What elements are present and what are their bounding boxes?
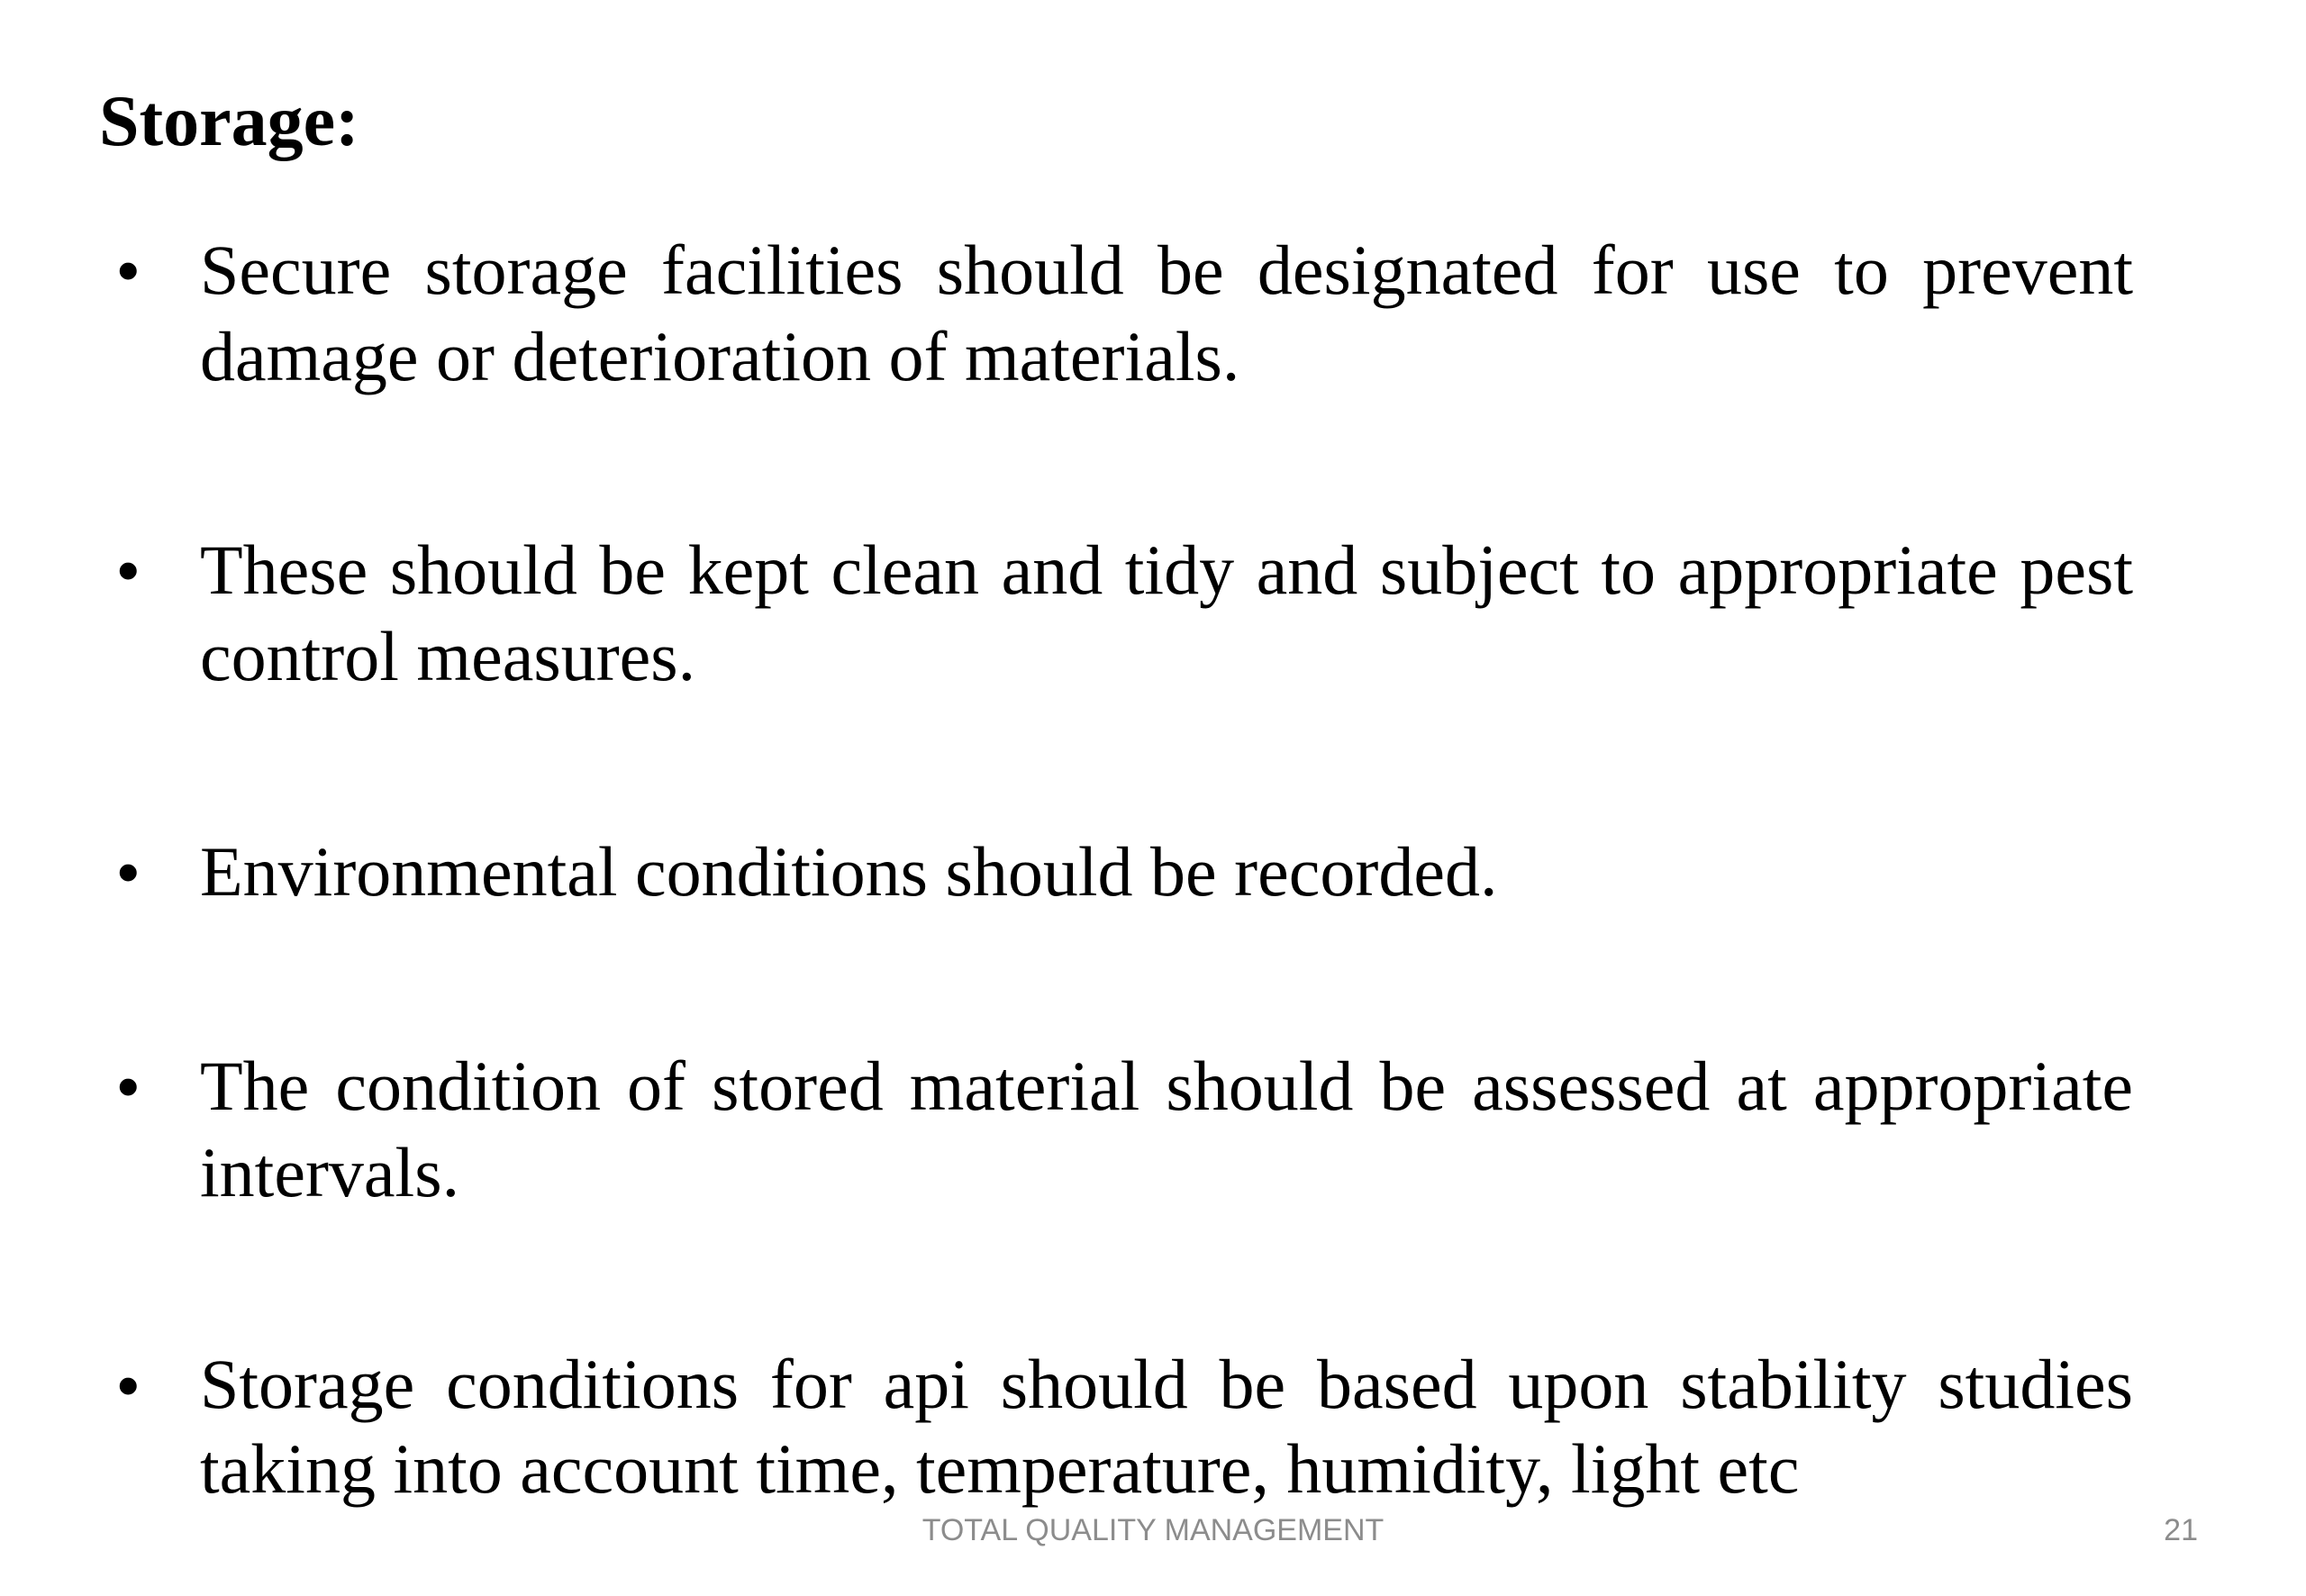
bullet-icon: • (117, 837, 140, 907)
slide-title: Storage: (99, 82, 359, 161)
page-number: 21 (2164, 1513, 2198, 1547)
bullet-text: Secure storage facilities should be designated for use to prevent damage or deterioration of materials. (200, 231, 2133, 395)
bullet-icon: • (117, 235, 140, 305)
bullet-icon: • (117, 1051, 140, 1121)
bullet-text: Environmental conditions should be recorded. (200, 832, 1498, 911)
slide-footer: TOTAL QUALITY MANAGEMENT (921, 1513, 1385, 1547)
bullet-text: These should be kept clean and tidy and subject to appropriate pest control measures. (200, 530, 2133, 695)
bullet-text: The condition of stored material should be assessed at appropriate intervals. (200, 1047, 2133, 1211)
bullet-icon: • (117, 535, 140, 605)
bullet-icon: • (117, 1350, 140, 1420)
bullet-text: Storage conditions for api should be based upon stability studies taking into account time, temperature, humidity, light etc (200, 1345, 2133, 1508)
